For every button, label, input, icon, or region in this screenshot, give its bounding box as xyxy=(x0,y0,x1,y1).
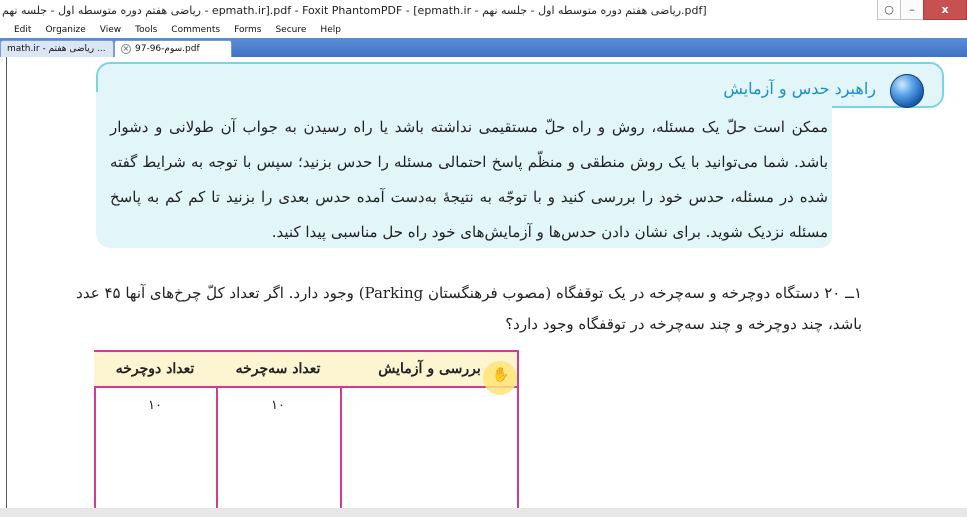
tab-label: math.ir - ریاضی هفتم ... xyxy=(7,44,106,54)
menu-secure[interactable]: Secure xyxy=(275,25,307,35)
minimize-button[interactable]: – xyxy=(900,0,924,20)
menu-organize[interactable]: Organize xyxy=(45,25,86,35)
menu-bar xyxy=(0,22,967,38)
window-title: ریاضی هفتم دوره متوسطه اول - جلسه نهم - epmath.ir].pdf - Foxit PhantomPDF - [epmath.ir - ریاضی هفتم دوره متوسطه اول - جلسه نهم.pdf] xyxy=(2,4,707,17)
menu-help[interactable]: Help xyxy=(320,25,341,35)
menu-edit[interactable]: Edit xyxy=(14,25,32,35)
tab-document-1[interactable] xyxy=(0,40,114,57)
page-edge xyxy=(0,57,7,517)
menu-tools[interactable]: Tools xyxy=(135,25,158,35)
document-tab-bar xyxy=(0,38,967,57)
menu-forms[interactable]: Forms xyxy=(234,25,262,35)
window-titlebar xyxy=(0,0,967,23)
cell-bicycle-value: ۱۰ xyxy=(148,398,162,413)
header-bicycle-count: تعداد دوچرخه xyxy=(94,350,216,388)
table-right-border xyxy=(517,350,519,508)
tab-document-2[interactable] xyxy=(114,40,232,57)
strategy-paragraph: ممکن است حلّ یک مسئله، روش و راه حلّ مستقیمی نداشته باشد یا راه رسیدن به جواب آن طولانی و دشوار باشد. شما می‌توانید با یک روش منطقی و منظّم پاسخ احتمالی مسئله را حدس بزنید؛ سپس با توجه به شرایط گفته شده در مسئله، حدس خود را بررسی کنید و با توجّه به نتیجهٔ به‌دست آمده حدس بعدی را بزنید تا کم کم به پاسخ مسئله نزدیک شوید. برای نشان دادن حدس‌ها و آزمایش‌های خود راه حل مناسبی پیدا کنید. xyxy=(110,118,828,241)
menu-comments[interactable]: Comments xyxy=(171,25,221,35)
cell-tricycle-value: ۱۰ xyxy=(271,398,285,413)
tab-label: 97-96-سوم.pdf xyxy=(135,44,200,54)
close-button[interactable]: x xyxy=(923,0,967,20)
hand-cursor-icon: ✋ xyxy=(492,367,510,383)
question-text: ۱ــ ۲۰ دستگاه دوچرخه و سه‌چرخه در یک توقفگاه (مصوب فرهنگستان Parking) وجود دارد. اگر تعداد کلّ چرخ‌های آنها ۴۵ عدد باشد، چند دوچرخه و چند سه‌چرخه در توقفگاه وجود دارد؟ xyxy=(76,284,862,333)
window-controls xyxy=(878,0,967,22)
guess-check-table xyxy=(94,350,519,508)
close-icon[interactable]: × xyxy=(122,44,130,53)
globe-icon xyxy=(890,74,924,108)
header-tricycle-count: تعداد سه‌چرخه xyxy=(216,350,340,388)
strategy-title: راهبرد حدس و آزمایش xyxy=(723,79,876,98)
restore-button[interactable]: ○ xyxy=(877,0,901,20)
header-check-and-test: بررسی و آزمایش xyxy=(340,350,519,388)
status-strip xyxy=(0,508,967,517)
menu-view[interactable]: View xyxy=(99,25,122,35)
